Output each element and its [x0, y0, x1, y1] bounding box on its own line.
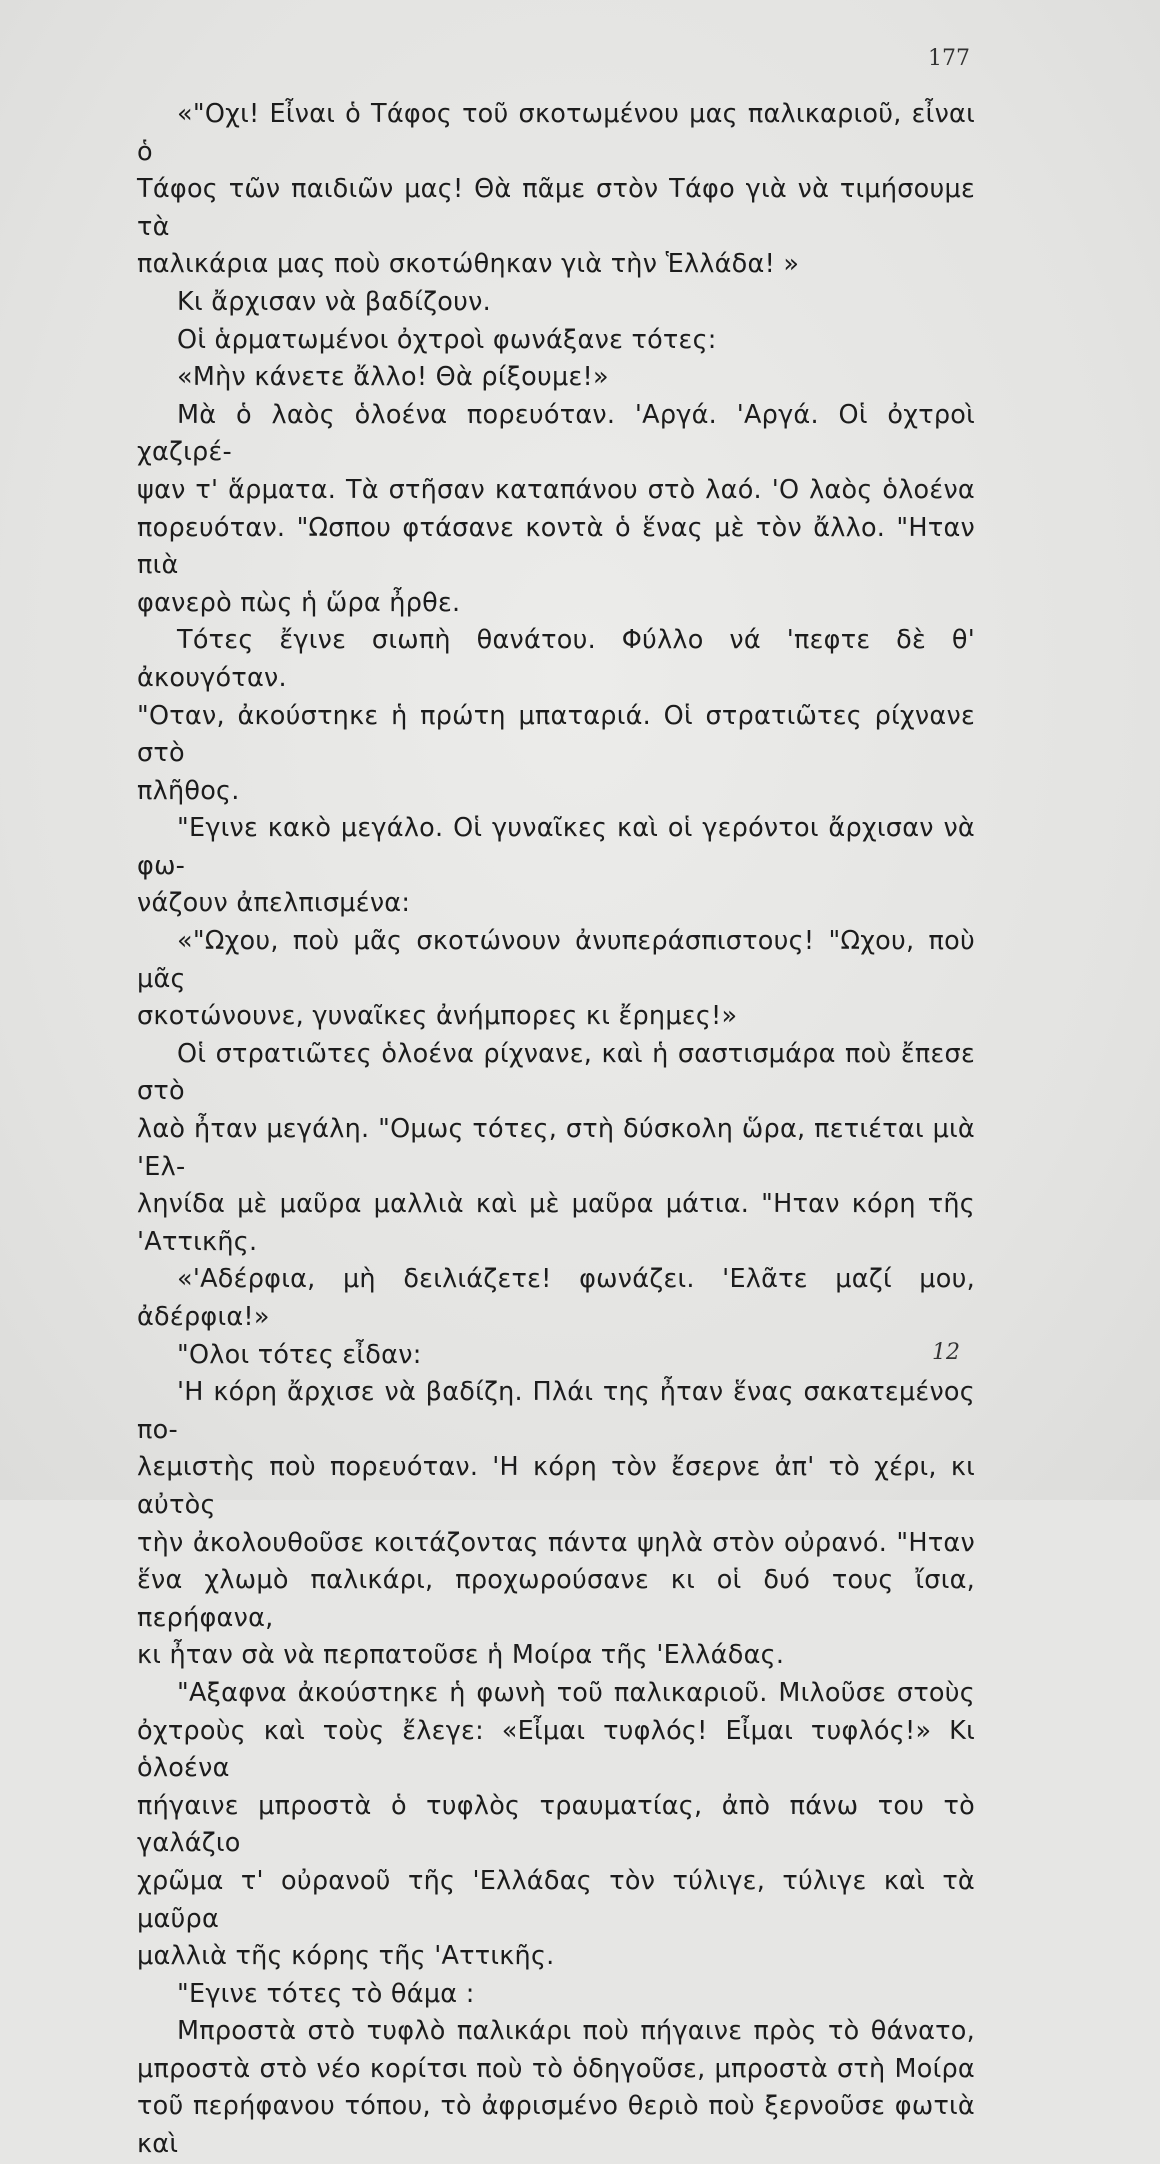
- text-line: "Οταν, ἀκούστηκε ἡ πρώτη μπαταριά. Οἱ στρατιῶτες ρίχνανε στὸ: [137, 700, 975, 769]
- text-line: ψαν τ' ἅρματα. Τὰ στῆσαν καταπάνου στὸ λαό. 'Ο λαὸς ὁλοένα: [137, 474, 975, 505]
- text-line: σκοτώνουνε, γυναῖκες ἀνήμπορες κι ἔρημες!»: [137, 1001, 738, 1032]
- text-line: ληνίδα μὲ μαῦρα μαλλιὰ καὶ μὲ μαῦρα μάτια. "Ηταν κόρη τῆς 'Αττικῆς.: [137, 1189, 975, 1257]
- text-line: πορευόταν. "Ωσπου φτάσανε κοντὰ ὁ ἕνας μὲ τὸν ἄλλο. "Ηταν πιὰ: [137, 512, 975, 581]
- text-line: "Αξαφνα ἀκούστηκε ἡ φωνὴ τοῦ παλικαριοῦ. Μιλοῦσε στοὺς: [177, 1677, 975, 1708]
- text-line: φανερὸ πὼς ἡ ὥρα ἦρθε.: [137, 587, 461, 618]
- text-line: πήγαινε μπροστὰ ὁ τυφλὸς τραυματίας, ἀπὸ πάνω του τὸ γαλάζιο: [137, 1790, 975, 1859]
- page-number: 177: [928, 46, 970, 71]
- text-line: «Μὴν κάνετε ἄλλο! Θὰ ρίξουμε!»: [177, 362, 609, 393]
- text-line: Οἱ στρατιῶτες ὁλοένα ρίχνανε, καὶ ἡ σαστισμάρα ποὺ ἔπεσε στὸ: [137, 1038, 975, 1107]
- text-line: χρῶμα τ' οὐρανοῦ τῆς 'Ελλάδας τὸν τύλιγε, τύλιγε καὶ τὰ μαῦρα: [137, 1865, 975, 1934]
- signature-mark: 12: [932, 1340, 960, 1365]
- text-line: «"Ωχου, ποὺ μᾶς σκοτώνουν ἀνυπεράσπιστους! "Ωχου, ποὺ μᾶς: [137, 926, 975, 994]
- text-line: «'Αδέρφια, μὴ δειλιάζετε! φωνάζει. 'Ελᾶτε μαζί μου, ἀδέρφια!»: [137, 1264, 975, 1332]
- text-line: τὴν ἀκολουθοῦσε κοιτάζοντας πάντα ψηλὰ στὸν οὐρανό. "Ηταν: [137, 1527, 975, 1558]
- text-line: κι ἦταν σὰ νὰ περπατοῦσε ἡ Μοίρα τῆς 'Ελλάδας.: [137, 1640, 785, 1671]
- text-line: Μὰ ὁ λαὸς ὁλοένα πορευόταν. 'Αργά. 'Αργά. Οἱ ὀχτροὶ χαζιρέ-: [137, 399, 975, 468]
- text-line: πλῆθος.: [137, 775, 240, 806]
- text-line: Τάφος τῶν παιδιῶν μας! Θὰ πᾶμε στὸν Τάφο γιὰ νὰ τιμήσουμε τὰ: [137, 174, 975, 242]
- text-line: «"Οχι! Εἶναι ὁ Τάφος τοῦ σκοτωμένου μας παλικαριοῦ, εἶναι ὁ: [137, 99, 975, 167]
- text-line: ὀχτροὺς καὶ τοὺς ἔλεγε: «Εἶμαι τυφλός! Εἶμαι τυφλός!» Κι ὁλοένα: [137, 1715, 975, 1784]
- text-line: "Εγινε τότες τὸ θάμα :: [177, 1978, 475, 2009]
- text-line: Κι ἄρχισαν νὰ βαδίζουν.: [177, 286, 491, 317]
- text-line: τοῦ περήφανου τόπου, τὸ ἀφρισμένο θεριὸ ποὺ ξερνοῦσε φωτιὰ καὶ: [137, 2091, 975, 2160]
- text-line: Μπροστὰ στὸ τυφλὸ παλικάρι ποὺ πήγαινε πρὸς τὸ θάνατο,: [177, 2016, 975, 2047]
- text-line: "Ολοι τότες εἶδαν:: [177, 1339, 422, 1370]
- text-line: "Εγινε κακὸ μεγάλο. Οἱ γυναῖκες καὶ οἱ γερόντοι ἄρχισαν νὰ φω-: [137, 813, 975, 881]
- text-line: παλικάρια μας ποὺ σκοτώθηκαν γιὰ τὴν Ἑλλάδα! »: [137, 249, 800, 280]
- text-line: μαλλιὰ τῆς κόρης τῆς 'Αττικῆς.: [137, 1941, 555, 1972]
- body-text: [137, 96, 975, 2164]
- text-line: Οἱ ἁρματωμένοι ὀχτροὶ φωνάξανε τότες:: [177, 324, 717, 355]
- text-line: νάζουν ἀπελπισμένα:: [137, 888, 411, 919]
- text-line: μπροστὰ στὸ νέο κορίτσι ποὺ τὸ ὁδηγοῦσε, μπροστὰ στὴ Μοίρα: [137, 2053, 975, 2084]
- text-line: Τότες ἔγινε σιωπὴ θανάτου. Φύλλο νά 'πεφτε δὲ θ' ἀκουγόταν.: [137, 625, 975, 693]
- text-line: ἕνα χλωμὸ παλικάρι, προχωρούσανε κι οἱ δυό τους ἴσια, περήφανα,: [137, 1565, 975, 1633]
- text-line: λαὸ ἦταν μεγάλη. "Ομως τότες, στὴ δύσκολη ὥρα, πετιέται μιὰ 'Ελ-: [137, 1114, 975, 1182]
- text-line: λεμιστὴς ποὺ πορευόταν. 'Η κόρη τὸν ἔσερνε ἀπ' τὸ χέρι, κι αὐτὸς: [137, 1452, 975, 1520]
- text-line: 'Η κόρη ἄρχισε νὰ βαδίζη. Πλάι της ἦταν ἕνας σακατεμένος πο-: [137, 1377, 975, 1445]
